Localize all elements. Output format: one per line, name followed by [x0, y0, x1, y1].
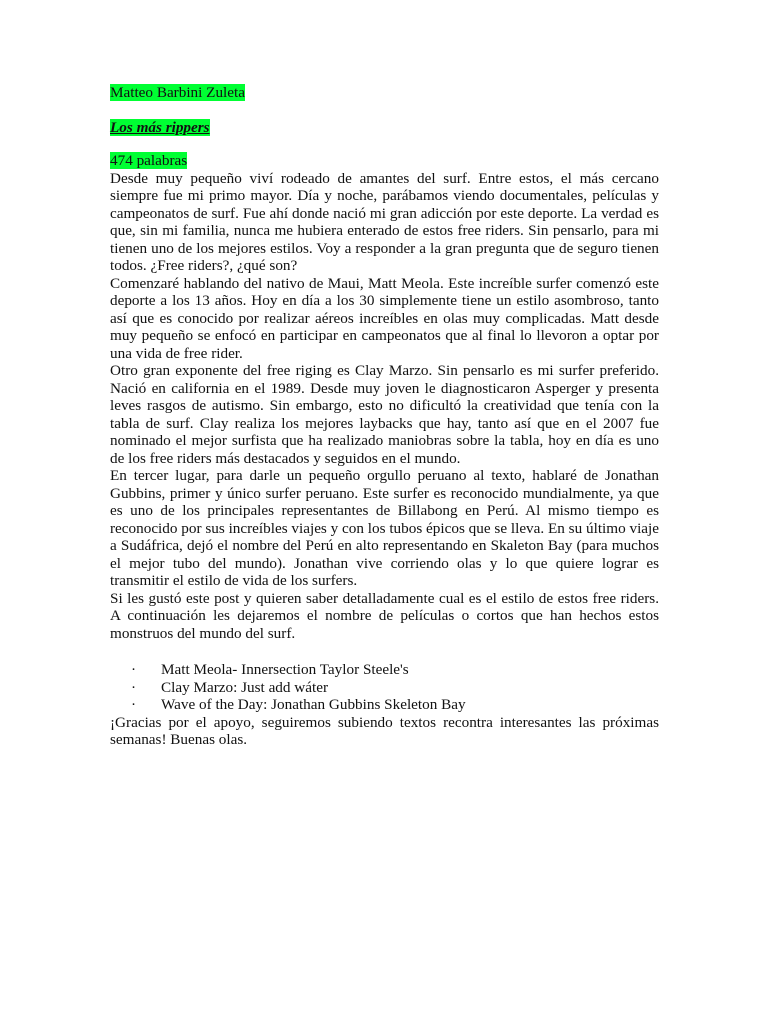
bullet-icon: · [131, 661, 137, 678]
bullet-icon: · [131, 696, 137, 713]
author-name: Matteo Barbini Zuleta [110, 84, 245, 101]
list-item [110, 696, 659, 714]
title-line [110, 119, 659, 137]
list-item [110, 679, 659, 697]
bullet-icon: · [131, 678, 137, 696]
paragraph-matt-meola: Comenzaré hablando del nativo de Maui, Matt Meola. Este increíble surfer comenzó este deporte a los 13 años. Hoy en día a los 30 simplemente tiene un estilo asombroso, tanto así que es conocido por realizar aéreos increíbles en olas muy complicadas. Matt desde muy pequeño se enfocó en participar en campeonatos que al final lo llevoron a optar por una vida de free rider. [110, 274, 659, 362]
word-count: 474 palabras [110, 152, 188, 169]
paragraph-clay-marzo: Otro gran exponente del free riging es Clay Marzo. Sin pensarlo es mi surfer preferido. Nació en california en el 1989. Desde muy joven le diagnosticaron Asperger y presenta leves rasgos de autismo. Sin embargo, esto no dificultó la creatividad que tenía con la tabla de surf. Clay realiza los mejores laybacks que hay, tanto así que en el 2007 fue nominado el mejor surfista que ha realizado maniobras sobre la tabla, hoy en día es uno de los free riders más destacados y seguidos en el mundo. [110, 362, 659, 467]
film-list [110, 661, 659, 714]
paragraph-intro: Desde muy pequeño viví rodeado de amantes del surf. Entre estos, el más cercano siempre fue mi primo mayor. Día y noche, parábamos viendo documentales, películas y campeonatos de surf. Fue ahí donde nació mi gran adicción por este deporte. La verdad es que, sin mi familia, nunca me hubiera enterado de estos free riders. Sin pensarlo, para mi tienen uno de los mejores estilos. Voy a responder a la gran pregunta que de seguro tienen todos. ¿Free riders?, ¿qué son? [110, 169, 659, 274]
list-item [110, 661, 659, 679]
author-line [110, 84, 659, 102]
closing-paragraph: ¡Gracias por el apoyo, seguiremos subiendo textos recontra interesantes las próximas semanas! Buenas olas. [110, 713, 659, 748]
paragraph-jonathan-gubbins: En tercer lugar, para darle un pequeño orgullo peruano al texto, hablaré de Jonathan Gubbins, primer y único surfer peruano. Este surfer es reconocido mundialmente, ya que es uno de los principales representantes de Billabong en Perú. Al mismo tiempo es reconocido por sus increíbles viajes y con los tubos épicos que se lleva. En su último viaje a Sudáfrica, dejó el nombre del Perú en alto representando en Skaleton Bay (para muchos el mejor tubo del mundo). Jonathan vive corriendo olas y lo que quiere lograr es transmitir el estilo de vida de los surfers. [110, 467, 659, 589]
paragraph-recommendations: Si les gustó este post y quieren saber detalladamente cual es el estilo de estos free riders. A continuación les dejaremos el nombre de películas o cortos que han hechos estos monstruos del mundo del surf. [110, 589, 659, 642]
document-title: Los más rippers [110, 118, 210, 136]
document-page [110, 84, 659, 749]
list-item-text: Matt Meola- Innersection Taylor Steele's [161, 661, 409, 678]
word-count-line [110, 152, 659, 170]
list-item-text: Wave of the Day: Jonathan Gubbins Skeleton Bay [161, 696, 466, 713]
list-item-text: Clay Marzo: Just add wáter [161, 678, 329, 696]
